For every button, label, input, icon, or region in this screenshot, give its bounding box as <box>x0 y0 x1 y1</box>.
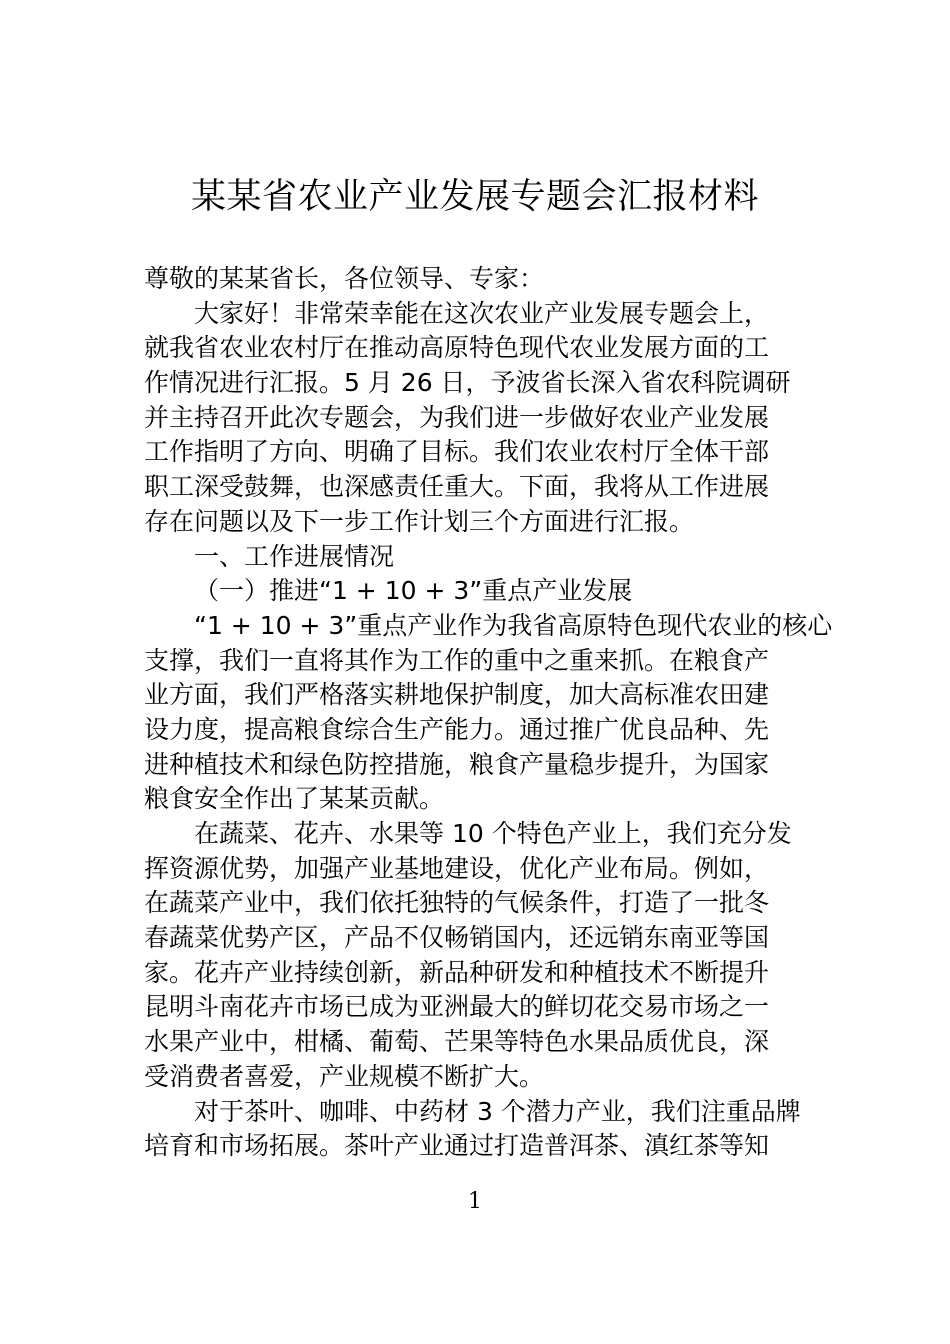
paragraph-line: 春蔬菜优势产区，产品不仅畅销国内，还远销东南亚等国 <box>144 923 770 953</box>
paragraph-line: 支撑，我们一直将其作为工作的重中之重来抓。在粮食产 <box>144 645 770 675</box>
paragraph-line: 家。花卉产业持续创新，新品种研发和种植技术不断提升 <box>144 957 770 987</box>
subsection-heading: （一）推进“1 + 10 + 3”重点产业发展 <box>194 576 633 606</box>
paragraph-line: 粮食安全作出了某某贡献。 <box>144 784 445 814</box>
paragraph-line: 昆明斗南花卉市场已成为亚洲最大的鲜切花交易市场之一 <box>144 992 770 1022</box>
paragraph-line: 大家好！非常荣幸能在这次农业产业发展专题会上， <box>194 298 770 328</box>
paragraph-line: 培育和市场拓展。茶叶产业通过打造普洱茶、滇红茶等知 <box>144 1131 770 1161</box>
paragraph-line: 职工深受鼓舞，也深感责任重大。下面，我将从工作进展 <box>144 472 770 502</box>
paragraph-line: 并主持召开此次专题会，为我们进一步做好农业产业发展 <box>144 402 770 432</box>
paragraph-line: 存在问题以及下一步工作计划三个方面进行汇报。 <box>144 506 695 536</box>
paragraph-line: 设力度，提高粮食综合生产能力。通过推广优良品种、先 <box>144 714 770 744</box>
paragraph-line: 就我省农业农村厅在推动高原特色现代农业发展方面的工 <box>144 333 770 363</box>
paragraph-line: 对于茶叶、咖啡、中药材 3 个潜力产业，我们注重品牌 <box>194 1096 801 1126</box>
document-body <box>144 262 833 1164</box>
page-number: 1 <box>468 1189 482 1214</box>
paragraph-line: 受消费者喜爱，产业规模不断扩大。 <box>144 1061 545 1091</box>
paragraph-line: 在蔬菜、花卉、水果等 10 个特色产业上，我们充分发 <box>194 819 792 848</box>
paragraph-line: 挥资源优势，加强产业基地建设，优化产业布局。例如， <box>144 853 770 883</box>
salutation-line: 尊敬的某某省长，各位领导、专家： <box>144 264 545 293</box>
paragraph-line: “1 + 10 + 3”重点产业作为我省高原特色现代农业的核心 <box>194 610 833 640</box>
paragraph-line: 工作指明了方向、明确了目标。我们农业农村厅全体干部 <box>144 437 770 467</box>
paragraph-line: 作情况进行汇报。5 月 26 日，予波省长深入省农科院调研 <box>144 368 791 398</box>
section-heading: 一、工作进展情况 <box>194 541 395 571</box>
paragraph-line: 业方面，我们严格落实耕地保护制度，加大高标准农田建 <box>144 680 770 710</box>
paragraph-line: 在蔬菜产业中，我们依托独特的气候条件，打造了一批冬 <box>144 888 770 918</box>
document-title: 某某省农业产业发展专题会汇报材料 <box>190 177 759 217</box>
paragraph-line: 进种植技术和绿色防控措施，粮食产量稳步提升，为国家 <box>144 749 770 779</box>
paragraph-line: 水果产业中，柑橘、葡萄、芒果等特色水果品质优良，深 <box>144 1027 770 1057</box>
